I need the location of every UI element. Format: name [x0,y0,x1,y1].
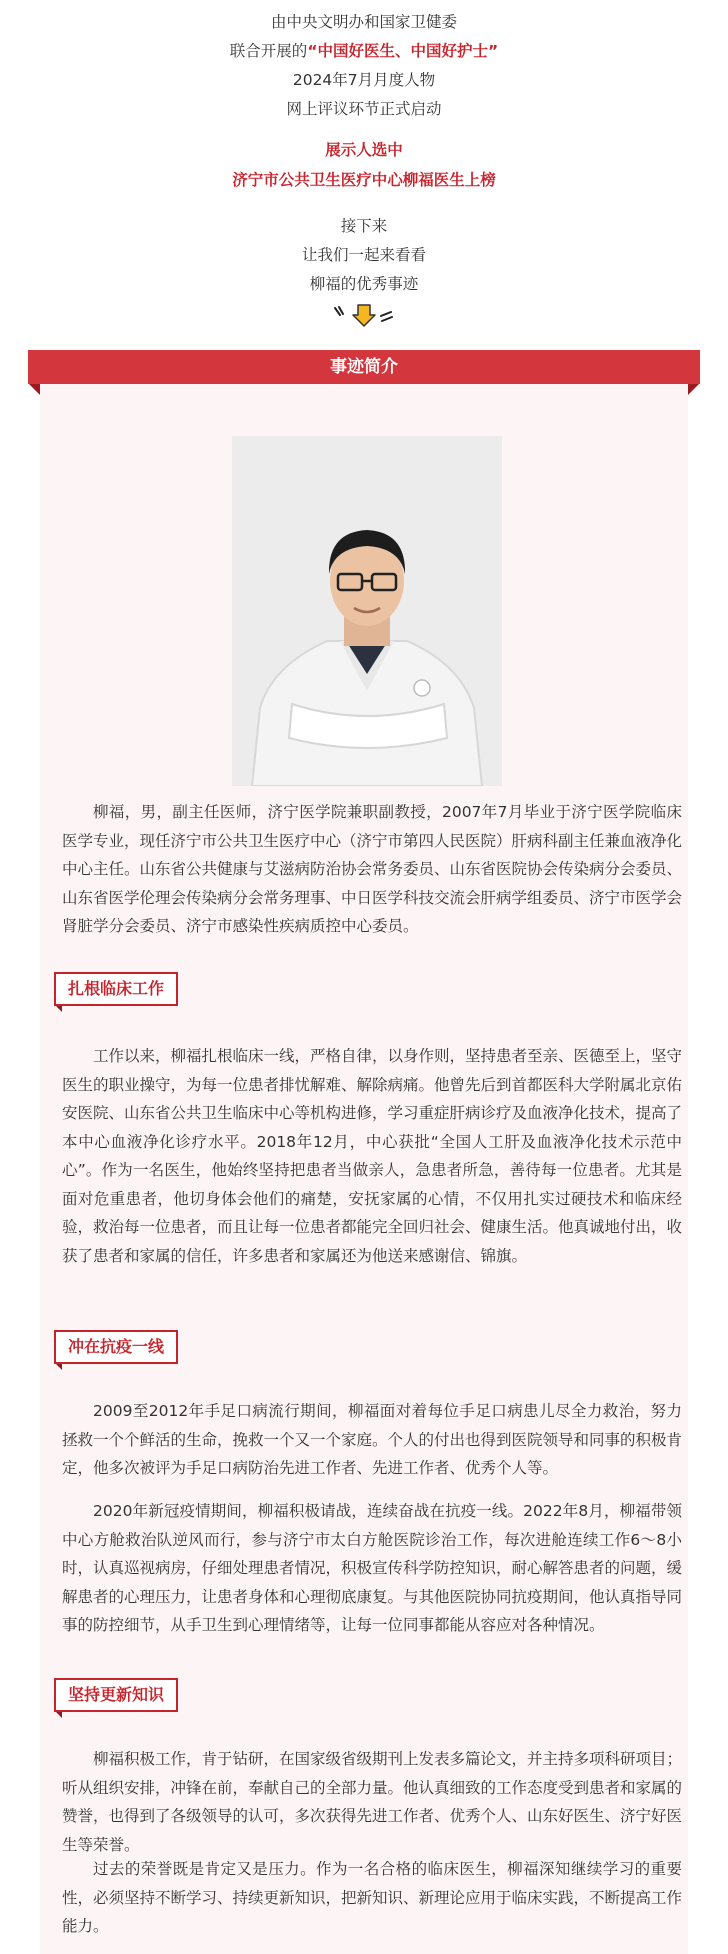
section-tag-knowledge-update: 坚持更新知识 [54,1678,178,1712]
down-arrow-decoration [0,302,728,328]
intro-line-7: 接下来 [340,217,388,235]
knowledge-paragraph-2: 过去的荣誉既是肯定又是压力。作为一名合格的临床医生，柳福深知继续学习的重要性，必须坚持不断学习、持续更新知识，把新知识、新理论应用于临床实践，不断提高工作能力。 [62,1860,683,1935]
intro-line-3: 2024年7月月度人物 [292,71,436,89]
section-tag-epidemic-frontline: 冲在抗疫一线 [54,1330,178,1364]
clinical-work-paragraph: 工作以来，柳福扎根临床一线，严格自律，以身作则，坚持患者至亲、医德至上，坚守医生的职业操守，为每一位患者排忧解难、解除病痛。他曾先后到首都医科大学附属北京佑安医院、山东省公共卫生临床中心等机构进修，学习重症肝病诊疗及血液净化技术，提高了本中心血液净化诊疗水平。2018年12月，中心获批“全国人工肝及血液净化技术示范中心”。作为一名医生，他始终坚持把患者当做亲人，急患者所急，善待每一位患者。尤其是面对危重患者，他切身体会他们的痛楚，安抚家属的心情，不仅用扎实过硬技术和临床经验，救治每一位患者，而且让每一位患者都能完全回归社会、健康生活。他真诚地付出，收获了患者和家属的信任，许多患者和家属还为他送来感谢信、锦旗。 [62,1047,683,1265]
down-arrow-icon [329,302,399,328]
intro-line-2-prefix: 联合开展的 [229,42,308,60]
intro-highlight-1: 展示人选中 [325,141,403,159]
intro-line-1: 由中央文明办和国家卫健委 [270,13,457,31]
banner-fold-left [28,383,40,395]
intro-line-4: 网上评议环节正式启动 [286,100,442,118]
doctor-portrait-illustration [232,436,502,786]
intro-highlight-2: 济宁市公共卫生医疗中心柳福医生上榜 [232,171,496,189]
section-title-banner: 事迹简介 [28,350,700,384]
section-tag-clinical-work: 扎根临床工作 [54,972,178,1006]
intro-line-9: 柳福的优秀事迹 [309,275,419,293]
epidemic-paragraph-1: 2009至2012年手足口病流行期间，柳福面对着每位手足口病患儿尽全力救治，努力拯救一个个鲜活的生命，挽救一个又一个家庭。个人的付出也得到医院领导和同事的积极肯定，他多次被评为手足口病防治先进工作者、先进工作者、优秀个人等。 [62,1402,683,1477]
doctor-portrait [232,436,502,786]
profile-paragraph: 柳福，男，副主任医师，济宁医学院兼职副教授，2007年7月毕业于济宁医学院临床医学专业，现任济宁市公共卫生医疗中心（济宁市第四人民医院）肝病科副主任兼血液净化中心主任。山东省公共健康与艾滋病防治协会常务委员、山东省医院协会传染病分会委员、山东省医学伦理会传染病分会常务理事、中日医学科技交流会肝病学组委员、济宁市医学会肾脏学分会委员、济宁市感染性疾病质控中心委员。 [62,803,683,935]
banner-fold-right [688,383,700,395]
epidemic-paragraph-2: 2020年新冠疫情期间，柳福积极请战，连续奋战在抗疫一线。2022年8月，柳福带领中心方舱救治队逆风而行，参与济宁市太白方舱医院诊治工作，每次进舱连续工作6～8小时，认真巡视病房，仔细处理患者情况，积极宣传科学防控知识，耐心解答患者的问题，缓解患者的心理压力，让患者身体和心理彻底康复。与其他医院协同抗疫期间，他认真指导同事的防控细节，从手卫生到心理情绪等，让每一位同事都能从容应对各种情况。 [62,1502,683,1634]
intro-line-2-highlight: “中国好医生、中国好护士” [307,42,499,60]
intro-line-8: 让我们一起来看看 [301,246,426,264]
knowledge-paragraph-1: 柳福积极工作，肯于钻研，在国家级省级期刊上发表多篇论文，并主持多项科研项目；听从组织安排，冲锋在前，奉献自己的全部力量。他认真细致的工作态度受到患者和家属的赞誉，也得到了各级领导的认可，多次获得先进工作者、优秀个人、山东好医生、济宁好医生等荣誉。 [62,1750,683,1854]
intro-line-2 [0,37,728,65]
